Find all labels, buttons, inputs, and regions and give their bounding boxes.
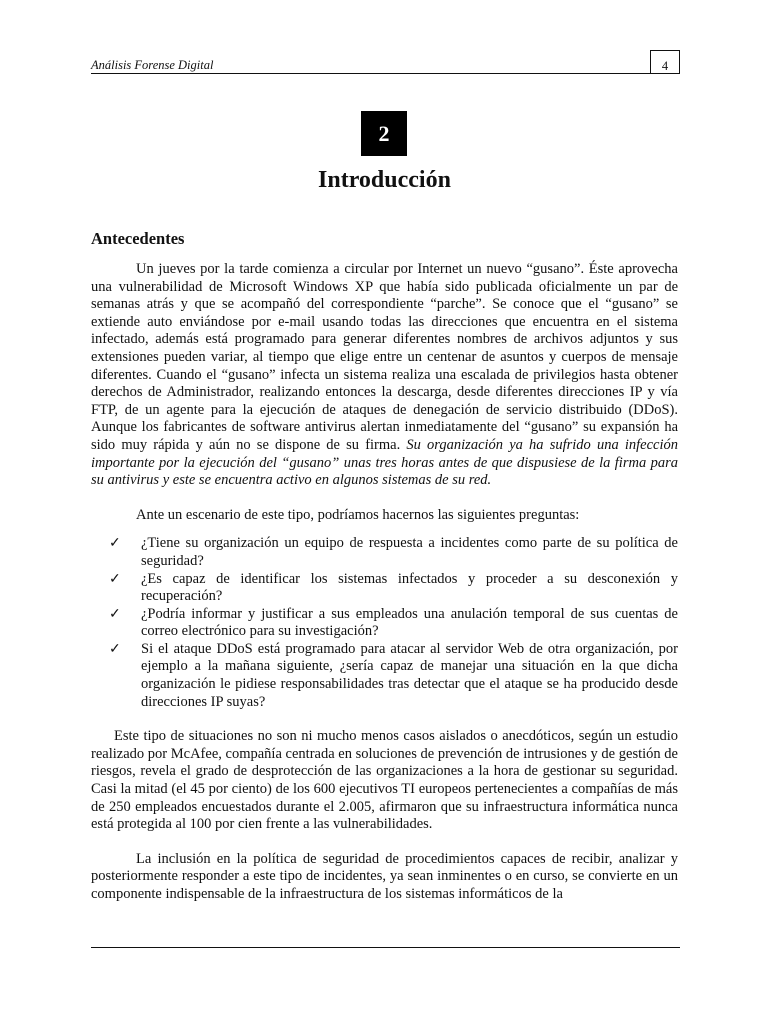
checklist-item (91, 571, 678, 606)
checklist-item-text: ¿Tiene su organización un equipo de respuesta a incidentes como parte de su política de seguridad? (141, 535, 678, 569)
paragraph-policy: La inclusión en la política de seguridad de procedimientos capaces de recibir, analizar y posteriormente responder a este tipo de incidentes, ya sean inminentes o en curso, se convierte en un componente indispensable de la infraestructura de los sistemas informáticos de la (91, 850, 678, 902)
checklist-item-text: Si el ataque DDoS está programado para atacar al servidor Web de otra organización, por ejemplo a la mañana siguiente, ¿sería capaz de manejar una situación en la que dicha organización le pidiese responsabilidades tras detectar que el ataque se ha producido desde direcciones IP suyas? (141, 640, 678, 710)
check-icon: ✓ (109, 606, 121, 622)
chapter-title: Introducción (318, 167, 451, 193)
chapter-number-badge: 2 (361, 111, 407, 156)
question-checklist (91, 535, 678, 711)
check-icon: ✓ (109, 536, 121, 552)
paragraph-scenario-emphasis: Su organización ya ha sufrido una infección importante por la ejecución del “gusano” unas tres horas antes de que dispusiese de la firma para su antivirus y este se encuentra activo en algunos sistemas de su red. (91, 436, 678, 489)
checklist-item (91, 535, 678, 570)
page-number: 4 (650, 50, 680, 74)
checklist-item-text: ¿Podría informar y justificar a sus empleados una anulación temporal de sus cuentas de correo electrónico para su investigación? (141, 605, 678, 640)
paragraph-scenario (91, 261, 678, 490)
checklist-item (91, 641, 678, 711)
checklist-item-text: ¿Es capaz de identificar los sistemas infectados y proceder a su desconexión y recuperación? (141, 570, 678, 605)
running-header-title: Análisis Forense Digital (91, 58, 214, 72)
checklist-item (91, 606, 678, 641)
header-divider (91, 73, 680, 74)
check-icon: ✓ (109, 571, 121, 587)
paragraph-questions-intro: Ante un escenario de este tipo, podríamos hacernos las siguientes preguntas: (136, 506, 580, 523)
check-icon: ✓ (109, 641, 121, 657)
section-heading: Antecedentes (91, 229, 185, 248)
paragraph-study: Este tipo de situaciones no son ni mucho menos casos aislados o anecdóticos, según un estudio realizado por McAfee, compañía centrada en soluciones de prevención de intrusiones y de gestión de riesgos, revela el grado de desprotección de las organizaciones a la hora de gestionar su seguridad. Casi la mitad (el 45 por ciento) de los 600 ejecutivos TI europeos pertenecientes a compañías de más de 250 empleados encuestados durante el 2.005, afirmaron que su infraestructura informática nunca está protegida al 100 por cien frente a las vulnerabilidades. (91, 728, 678, 833)
paragraph-scenario-text: Un jueves por la tarde comienza a circular por Internet un nuevo “gusano”. Éste aprovecha una vulnerabilidad de Microsoft Windows XP que había sido publicada oficialmente un par de semanas atrás y que se acompañó del correspondiente “parche”. Se conoce que el “gusano” se extiende auto enviándose por e-mail usando todas las direcciones que encuentra en el sistema infectado, además está programado para generar diferentes nombres de archivos adjuntos y sus extensiones pueden variar, al tiempo que elige entre un centenar de asuntos y cuerpos de mensaje diferentes. Cuando el “gusano” infecta un sistema realiza una escalada de privilegios hasta obtener derechos de Administrador, realizando entonces la descarga, desde diferentes direcciones IP y vía FTP, de un agente para la ejecución de ataques de denegación de servicio distribuido (DDoS). Aunque los fabricantes de software antivirus alertan inmediatamente del “gusano” su expansión ha sido muy rápida y aún no se dispone de su firma. (91, 261, 678, 453)
footer-divider (91, 947, 680, 948)
document-body (91, 261, 678, 921)
